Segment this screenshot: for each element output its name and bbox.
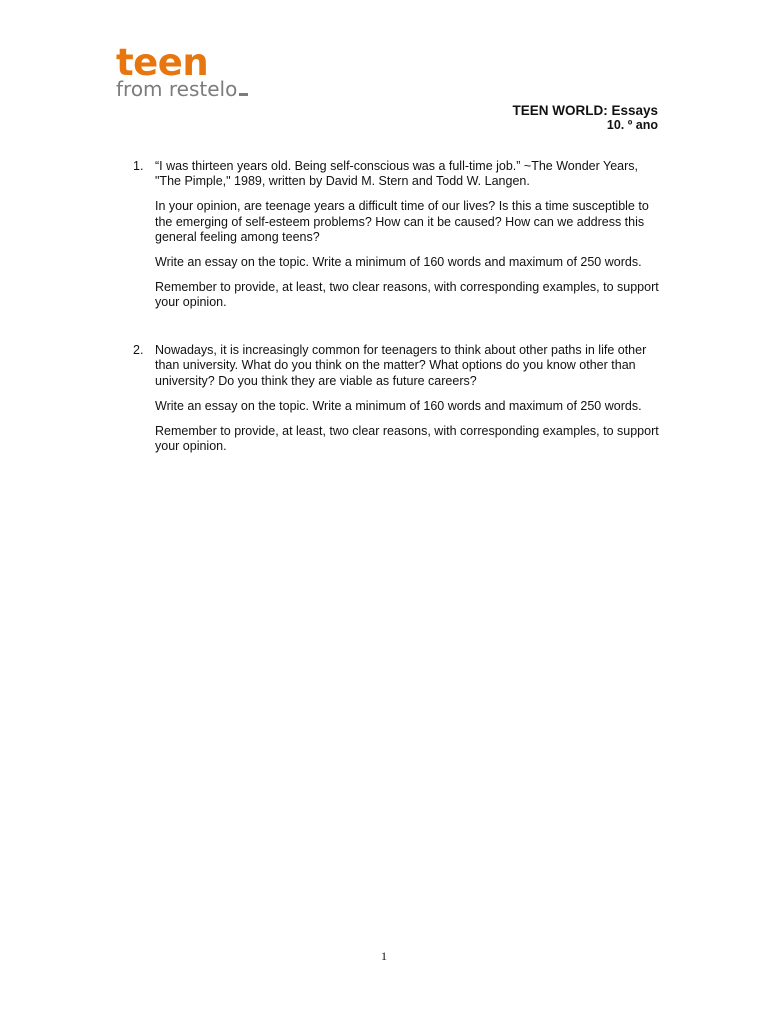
- question-1: [133, 159, 663, 320]
- question-quote: “I was thirteen years old. Being self-conscious was a full-time job.” ~The Wonder Years, "The Pimple," 1989, written by David M. Stern and Todd W. Langen.: [155, 159, 638, 189]
- page-number: 1: [381, 949, 387, 963]
- question-reminder: Remember to provide, at least, two clear reasons, with corresponding examples, to support your opinion.: [155, 279, 659, 310]
- document-header: [512, 103, 658, 133]
- question-prompt: Nowadays, it is increasingly common for teenagers to think about other paths in life other than university. What do you think on the matter? What options do you know other than university? Do you think they are viable as future careers?: [155, 343, 647, 388]
- question-number: 2.: [133, 343, 144, 357]
- logo-subtitle-text: from restelo: [116, 77, 238, 101]
- logo-teen-text: teen: [116, 41, 209, 84]
- question-reminder: Remember to provide, at least, two clear reasons, with corresponding examples, to support your opinion.: [155, 423, 659, 454]
- document-title: TEEN WORLD: Essays: [512, 103, 658, 118]
- logo-underscore-mark: [239, 93, 248, 96]
- logo-subtitle-wrap: [116, 79, 296, 99]
- question-instructions: Write an essay on the topic. Write a minimum of 160 words and maximum of 250 words.: [155, 255, 642, 270]
- question-instructions: Write an essay on the topic. Write a minimum of 160 words and maximum of 250 words.: [155, 398, 642, 413]
- question-body: [155, 343, 663, 454]
- question-2: [133, 343, 663, 464]
- question-prompt: In your opinion, are teenage years a difficult time of our lives? Is this a time susceptible to the emerging of self-esteem problems? How can it be caused? How can we address this general feeling among teens?: [155, 199, 649, 245]
- question-body: [155, 159, 663, 311]
- question-number: 1.: [133, 159, 144, 173]
- brand-logo: [116, 41, 296, 101]
- document-grade: 10. º ano: [606, 118, 658, 132]
